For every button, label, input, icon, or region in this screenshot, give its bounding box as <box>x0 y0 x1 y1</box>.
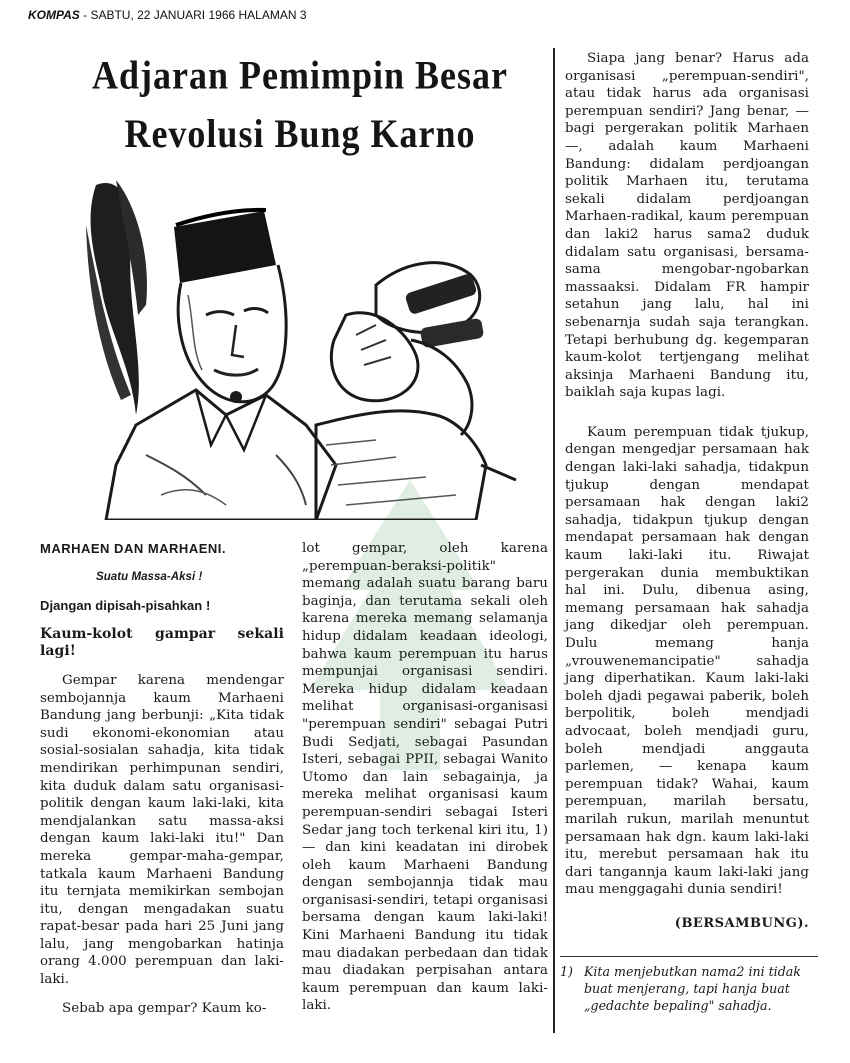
footnote-number: 1) <box>560 964 573 979</box>
column-1 <box>40 540 284 1028</box>
section-heading: MARHAEN DAN MARHAENI. <box>40 541 226 556</box>
paragraph: Siapa jang benar? Harus ada organisasi „perempuan-sendiri", atau tidak harus ada organisasi perempuan sendiri? Jang benar, — bagi pergerakan politik Marhaen —, adalah kaum Marhaeni Bandung: didalam perdjoangan politik Marhaen itu, terutama sekali didalam perdjoangan Marhaen-radikal, kaum perempuan dan laki2 harus sama2 duduk didalam satu organisasi, bersama-sama mengobar-ngobarkan massaaksi. Didalam FR hampir setahun jang lalu, hal ini sebenarnja sudah saja terangkan. Tetapi berhubung dg. kegemparan kaum-kolot tertjengang melihat aksinja Marhaeni Bandung itu, baiklah saja kupas lagi. <box>565 51 809 401</box>
subheading-djangan: Djangan dipisah-pisahkan ! <box>40 598 211 614</box>
publication-name: KOMPAS <box>28 8 80 22</box>
subheading-massa-aksi: Suatu Massa-Aksi ! <box>96 570 203 583</box>
article-title <box>60 46 540 162</box>
column-divider <box>553 48 555 1033</box>
column-3 <box>565 50 809 944</box>
paragraph: lot gempar, oleh karena „perempuan-beraksi-politik" memang adalah suatu barang baru baginja, dan terutama sekali oleh karena mereka memang selamanja hidup didalam keadaan ideologi, bahwa kaum perempuan itu harus mempunjai organisasi sendiri. Mereka hidup didalam keadaan melihat organisasi-organisasi "perempuan sendiri" sebagai Putri Budi Sedjati, sebagai Pasundan Isteri, sebagai PPII, sebagai Wanito Utomo dan lain sebagainja, ja mereka melihat organisasi kaum perempuan-sendiri sebagai Isteri Sedar jang toch terkenal kiri itu, 1) — dan kini keadatan ini dirobek oleh kaum Marhaeni Bandung dengan sembojannja tidak mau organisasi-sendiri, tetapi organisasi bersama dengan kaum laki-laki! Kini Marhaeni Bandung itu tidak mau diadakan perbedaan dan tidak mau diadakan perpisahan antara kaum perempuan dan kaum laki-laki. <box>302 541 548 1014</box>
paragraph: Sebab apa gempar? Kaum ko- <box>62 1000 267 1016</box>
title-line-2: Revolusi Bung Karno <box>124 110 476 156</box>
dateline: - SABTU, 22 JANUARI 1966 HALAMAN 3 <box>79 8 307 22</box>
portrait-illustration <box>76 165 536 520</box>
footnote <box>560 956 818 1014</box>
page-header <box>28 8 307 22</box>
footnote-text: Kita menjebutkan nama2 ini tidak buat menjerang, tapi hanja buat „gedachte bepaling" sahadja. <box>584 964 801 1013</box>
paragraph: Gempar karena mendengar sembojannja kaum Marhaeni Bandung jang berbunji: „Kita tidak sudi ekonomi-ekonomian atau sosial-sosialan sahadja, kita tidak mendirikan perhimpunan sendiri, kita duduk dalam satu organisasi-politik dengan kaum laki-laki, kita mendjalankan satu massa-aksi dengan kaum laki-laki itu!" Dan mereka gempar-maha-gempar, tatkala kaum Marhaeni Bandung itu ternjata memikirkan sembojan itu, dengan mengadakan suatu rapat-besar pada hari 25 Juni jang lalu, jang mengobarkan hatinja orang 4.000 perempuan dan laki-laki. <box>40 672 284 988</box>
continued-notice: (BERSAMBUNG). <box>674 915 809 931</box>
title-line-1: Adjaran Pemimpin Besar <box>92 52 508 98</box>
subheading-kaum-kolot: Kaum-kolot gampar sekali lagi! <box>40 625 284 660</box>
paragraph: Kaum perempuan tidak tjukup, dengan mengedjar persamaan hak dengan laki-laki sahadja, tidakpun tjukup dengan mendapat persamaan hak dengan laki2 sahadja, tidakpun tjukup dengan mendapat persamaan hak dengan kaum laki-laki itu. Riwajat pergerakan dunia membuktikan hal ini. Dulu, dibenua asing, memang persamaan hak sahadja jang dikedjar oleh perempuan. Dulu memang hanja „vrouwenemancipatie" sahadja jang diperhatikan. Kaum laki-laki boleh djadi pegawai paberik, boleh berpolitik, boleh mendjadi advocaat, boleh mendjadi guru, boleh mendjadi anggauta parlemen, — kenapa kaum perempuan tidak? Wahai, kaum perempuan, marilah bersatu, marilah rukun, marilah menuntut persamaan hak dgn. kaum laki-laki itu, merebut persamaan hak itu dari tangannja kaum laki-laki jang mau menggagahi dunia sendiri! <box>565 424 809 898</box>
column-2 <box>302 540 548 1026</box>
